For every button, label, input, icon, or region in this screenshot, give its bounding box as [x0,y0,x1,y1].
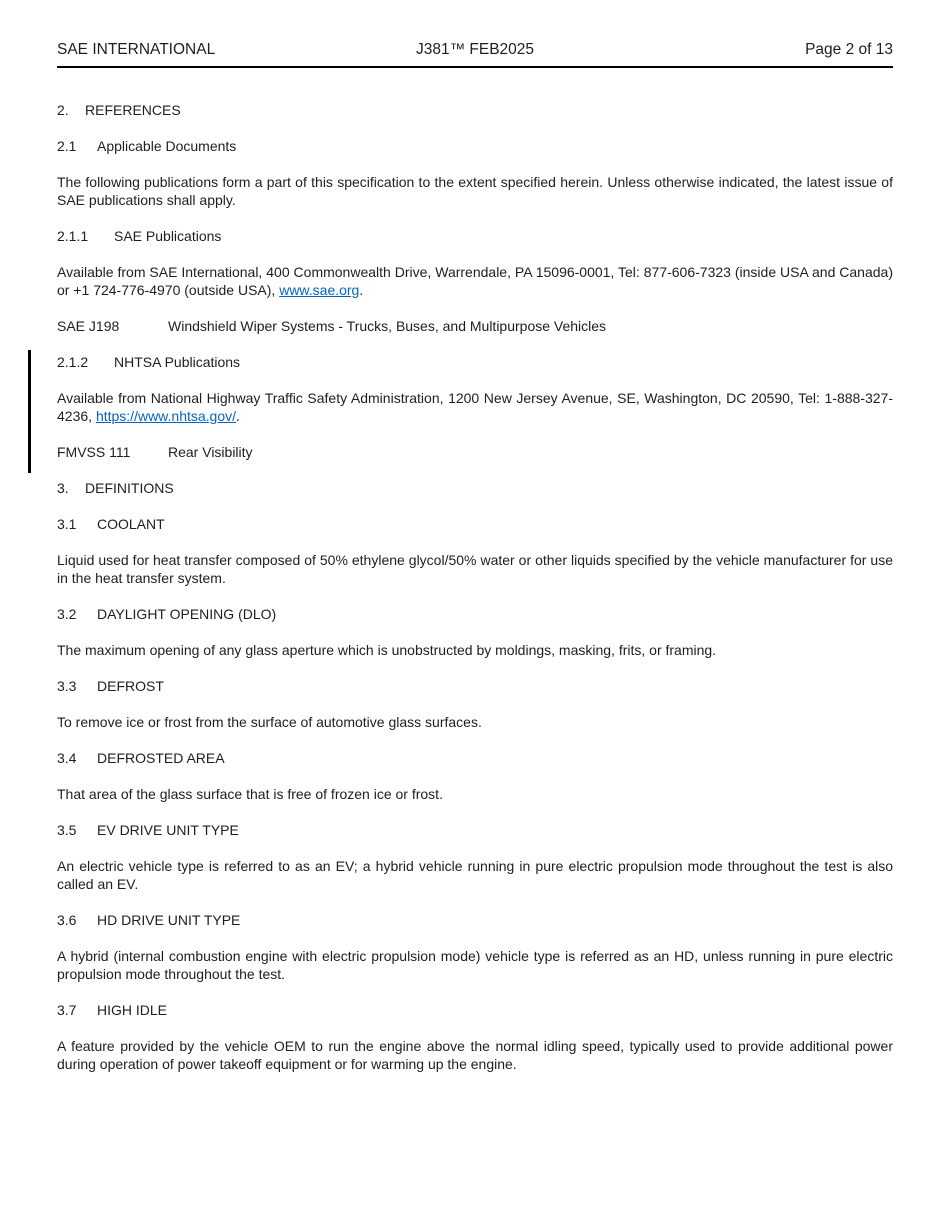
paragraph-text: . [359,282,364,298]
section-title: COOLANT [97,516,165,532]
reference-title: Windshield Wiper Systems - Trucks, Buses, and Multipurpose Vehicles [168,318,607,334]
section-title: EV DRIVE UNIT TYPE [97,822,239,838]
reference-label: SAE J198 [57,318,120,334]
section-heading-3-5 [57,821,893,839]
header-document-id: J381™ FEB2025 [415,41,535,58]
section-number: 3.3 [57,678,77,694]
reference-row-j198 [57,317,893,335]
section-title: Applicable Documents [97,138,237,154]
section-heading-3-7 [57,1001,893,1019]
section-title: NHTSA Publications [114,354,241,370]
section-number: 2.1 [57,138,77,154]
paragraph-applicable-documents: The following publications form a part of this specification to the extent specified herein. Unless otherwise indicated, the latest issue of SAE publications shall apply. [57,174,893,208]
section-title: SAE Publications [114,228,222,244]
header-page-number: Page 2 of 13 [805,41,893,58]
reference-label: FMVSS 111 [57,444,131,460]
paragraph-text: . [236,408,240,424]
document-content [57,101,893,1073]
page-header [57,40,893,68]
paragraph-daylight-opening: The maximum opening of any glass aperture which is unobstructed by moldings, masking, frits, or framing. [57,642,717,658]
section-title: DEFINITIONS [85,480,174,496]
section-number: 3.5 [57,822,77,838]
section-title: REFERENCES [85,102,181,118]
nhtsa-gov-link[interactable]: https://www.nhtsa.gov/ [95,408,237,424]
section-heading-2-1-2 [57,353,893,371]
section-number: 3.4 [57,750,77,766]
sae-org-link[interactable]: www.sae.org [279,282,360,298]
section-heading-3-1 [57,515,893,533]
section-number: 3.1 [57,516,77,532]
paragraph-sae-availability [57,263,893,299]
change-bar [28,350,31,473]
paragraph-coolant: Liquid used for heat transfer composed of 50% ethylene glycol/50% water or other liquids specified by the vehicle manufacturer for use in the heat transfer system. [57,552,893,586]
paragraph-high-idle: A feature provided by the vehicle OEM to run the engine above the normal idling speed, typically used to provide additional power during operation of power takeoff equipment or for warming up the engine. [57,1038,893,1072]
reference-title: Rear Visibility [168,444,253,460]
section-number: 3.6 [57,912,77,928]
section-title: DEFROSTED AREA [97,750,225,766]
paragraph-text: Available from National Highway Traffic Safety Administration, 1200 New Jersey Avenue, SE, Washington, DC 20590, Tel: 1-888-327-4236, [57,390,893,424]
section-number: 2. [57,102,69,118]
section-heading-3-3 [57,677,893,695]
reference-row-fmvss [57,443,893,461]
section-title: DAYLIGHT OPENING (DLO) [97,606,277,622]
paragraph-defrosted-area: That area of the glass surface that is free of frozen ice or frost. [57,786,443,802]
section-heading-3-4 [57,749,893,767]
section-number: 3.2 [57,606,77,622]
section-heading-3-2 [57,605,893,623]
section-heading-2-1-1 [57,227,893,245]
paragraph-nhtsa-availability [57,389,893,425]
section-number: 3.7 [57,1002,77,1018]
section-title: DEFROST [97,678,164,694]
header-publisher: SAE INTERNATIONAL [57,41,216,58]
paragraph-hd-drive-unit: A hybrid (internal combustion engine with electric propulsion mode) vehicle type is referred as an HD, unless running in pure electric propulsion mode throughout the test. [57,948,893,982]
paragraph-ev-drive-unit: An electric vehicle type is referred to as an EV; a hybrid vehicle running in pure electric propulsion mode throughout the test is also called an EV. [57,858,893,892]
section-number: 3. [57,480,69,496]
paragraph-defrost: To remove ice or frost from the surface of automotive glass surfaces. [57,714,482,730]
changed-section [57,353,893,461]
section-number: 2.1.2 [57,354,89,370]
section-heading-3 [57,479,893,497]
paragraph-text: Available from SAE International, 400 Commonwealth Drive, Warrendale, PA 15096-0001, Tel: 877-606-7323 (inside USA and Canada) or +1 724-776-4970 (outside USA), [57,264,893,298]
section-title: HIGH IDLE [97,1002,168,1018]
section-title: HD DRIVE UNIT TYPE [97,912,241,928]
section-heading-2 [57,101,893,119]
section-heading-2-1 [57,137,893,155]
section-heading-3-6 [57,911,893,929]
section-number: 2.1.1 [57,228,89,244]
